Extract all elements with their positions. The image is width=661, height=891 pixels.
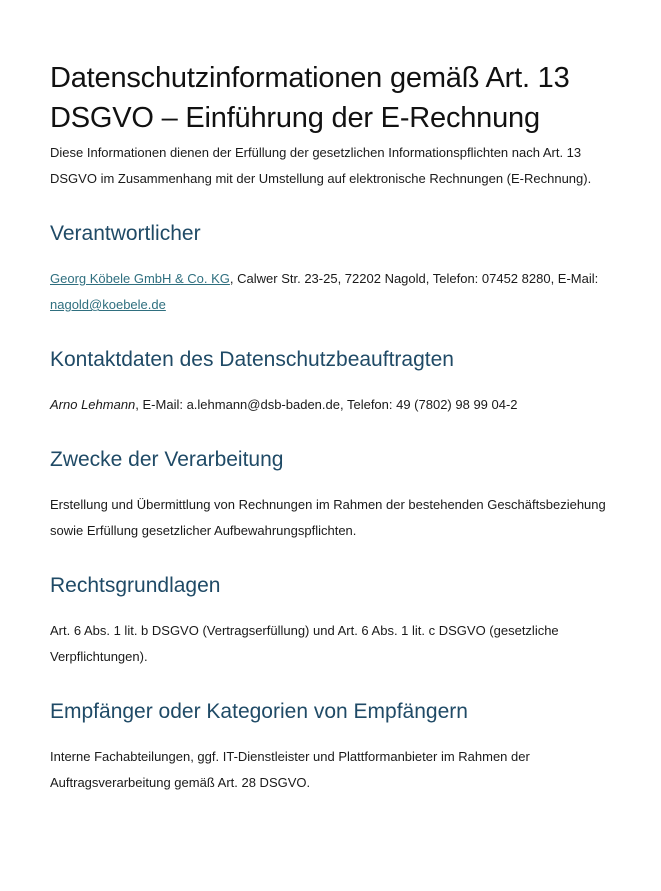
email-link[interactable]: nagold@koebele.de <box>50 297 166 312</box>
recipients-paragraph: Interne Fachabteilungen, ggf. IT-Dienstleister und Plattformanbieter im Rahmen der Auftragsverarbeitung gemäß Art. 28 DSGVO. <box>50 749 530 790</box>
legal-basis-paragraph: Art. 6 Abs. 1 lit. b DSGVO (Vertragserfüllung) und Art. 6 Abs. 1 lit. c DSGVO (gesetzliche Verpflichtungen). <box>50 623 559 664</box>
purposes-heading: Zwecke der Verarbeitung <box>50 448 284 471</box>
company-link[interactable]: Georg Köbele GmbH & Co. KG <box>50 271 230 286</box>
page-title: Datenschutzinformationen gemäß Art. 13 DSGVO – Einführung der E-Rechnung <box>50 62 570 134</box>
recipients-heading: Empfänger oder Kategorien von Empfängern <box>50 700 468 723</box>
dpo-name: Arno Lehmann <box>50 397 136 412</box>
controller-paragraph <box>50 266 611 318</box>
dpo-contact: , E-Mail: a.lehmann@dsb-baden.de, Telefon: 49 (7802) 98 99 04-2 <box>135 397 518 412</box>
legal-basis-heading: Rechtsgrundlagen <box>50 574 221 597</box>
dpo-heading: Kontaktdaten des Datenschutzbeauftragten <box>50 348 454 371</box>
controller-address: , Calwer Str. 23-25, 72202 Nagold, Telefon: 07452 8280, E-Mail: <box>229 271 599 286</box>
purposes-paragraph: Erstellung und Übermittlung von Rechnungen im Rahmen der bestehenden Geschäftsbeziehung sowie Erfüllung gesetzlicher Aufbewahrungspflichten. <box>50 497 606 538</box>
controller-heading: Verantwortlicher <box>50 222 201 245</box>
intro-paragraph: Diese Informationen dienen der Erfüllung der gesetzlichen Informationspflichten nach Art. 13 DSGVO im Zusammenhang mit der Umstellung auf elektronische Rechnungen (E-Rechnung). <box>50 145 592 186</box>
dpo-paragraph <box>50 392 611 418</box>
